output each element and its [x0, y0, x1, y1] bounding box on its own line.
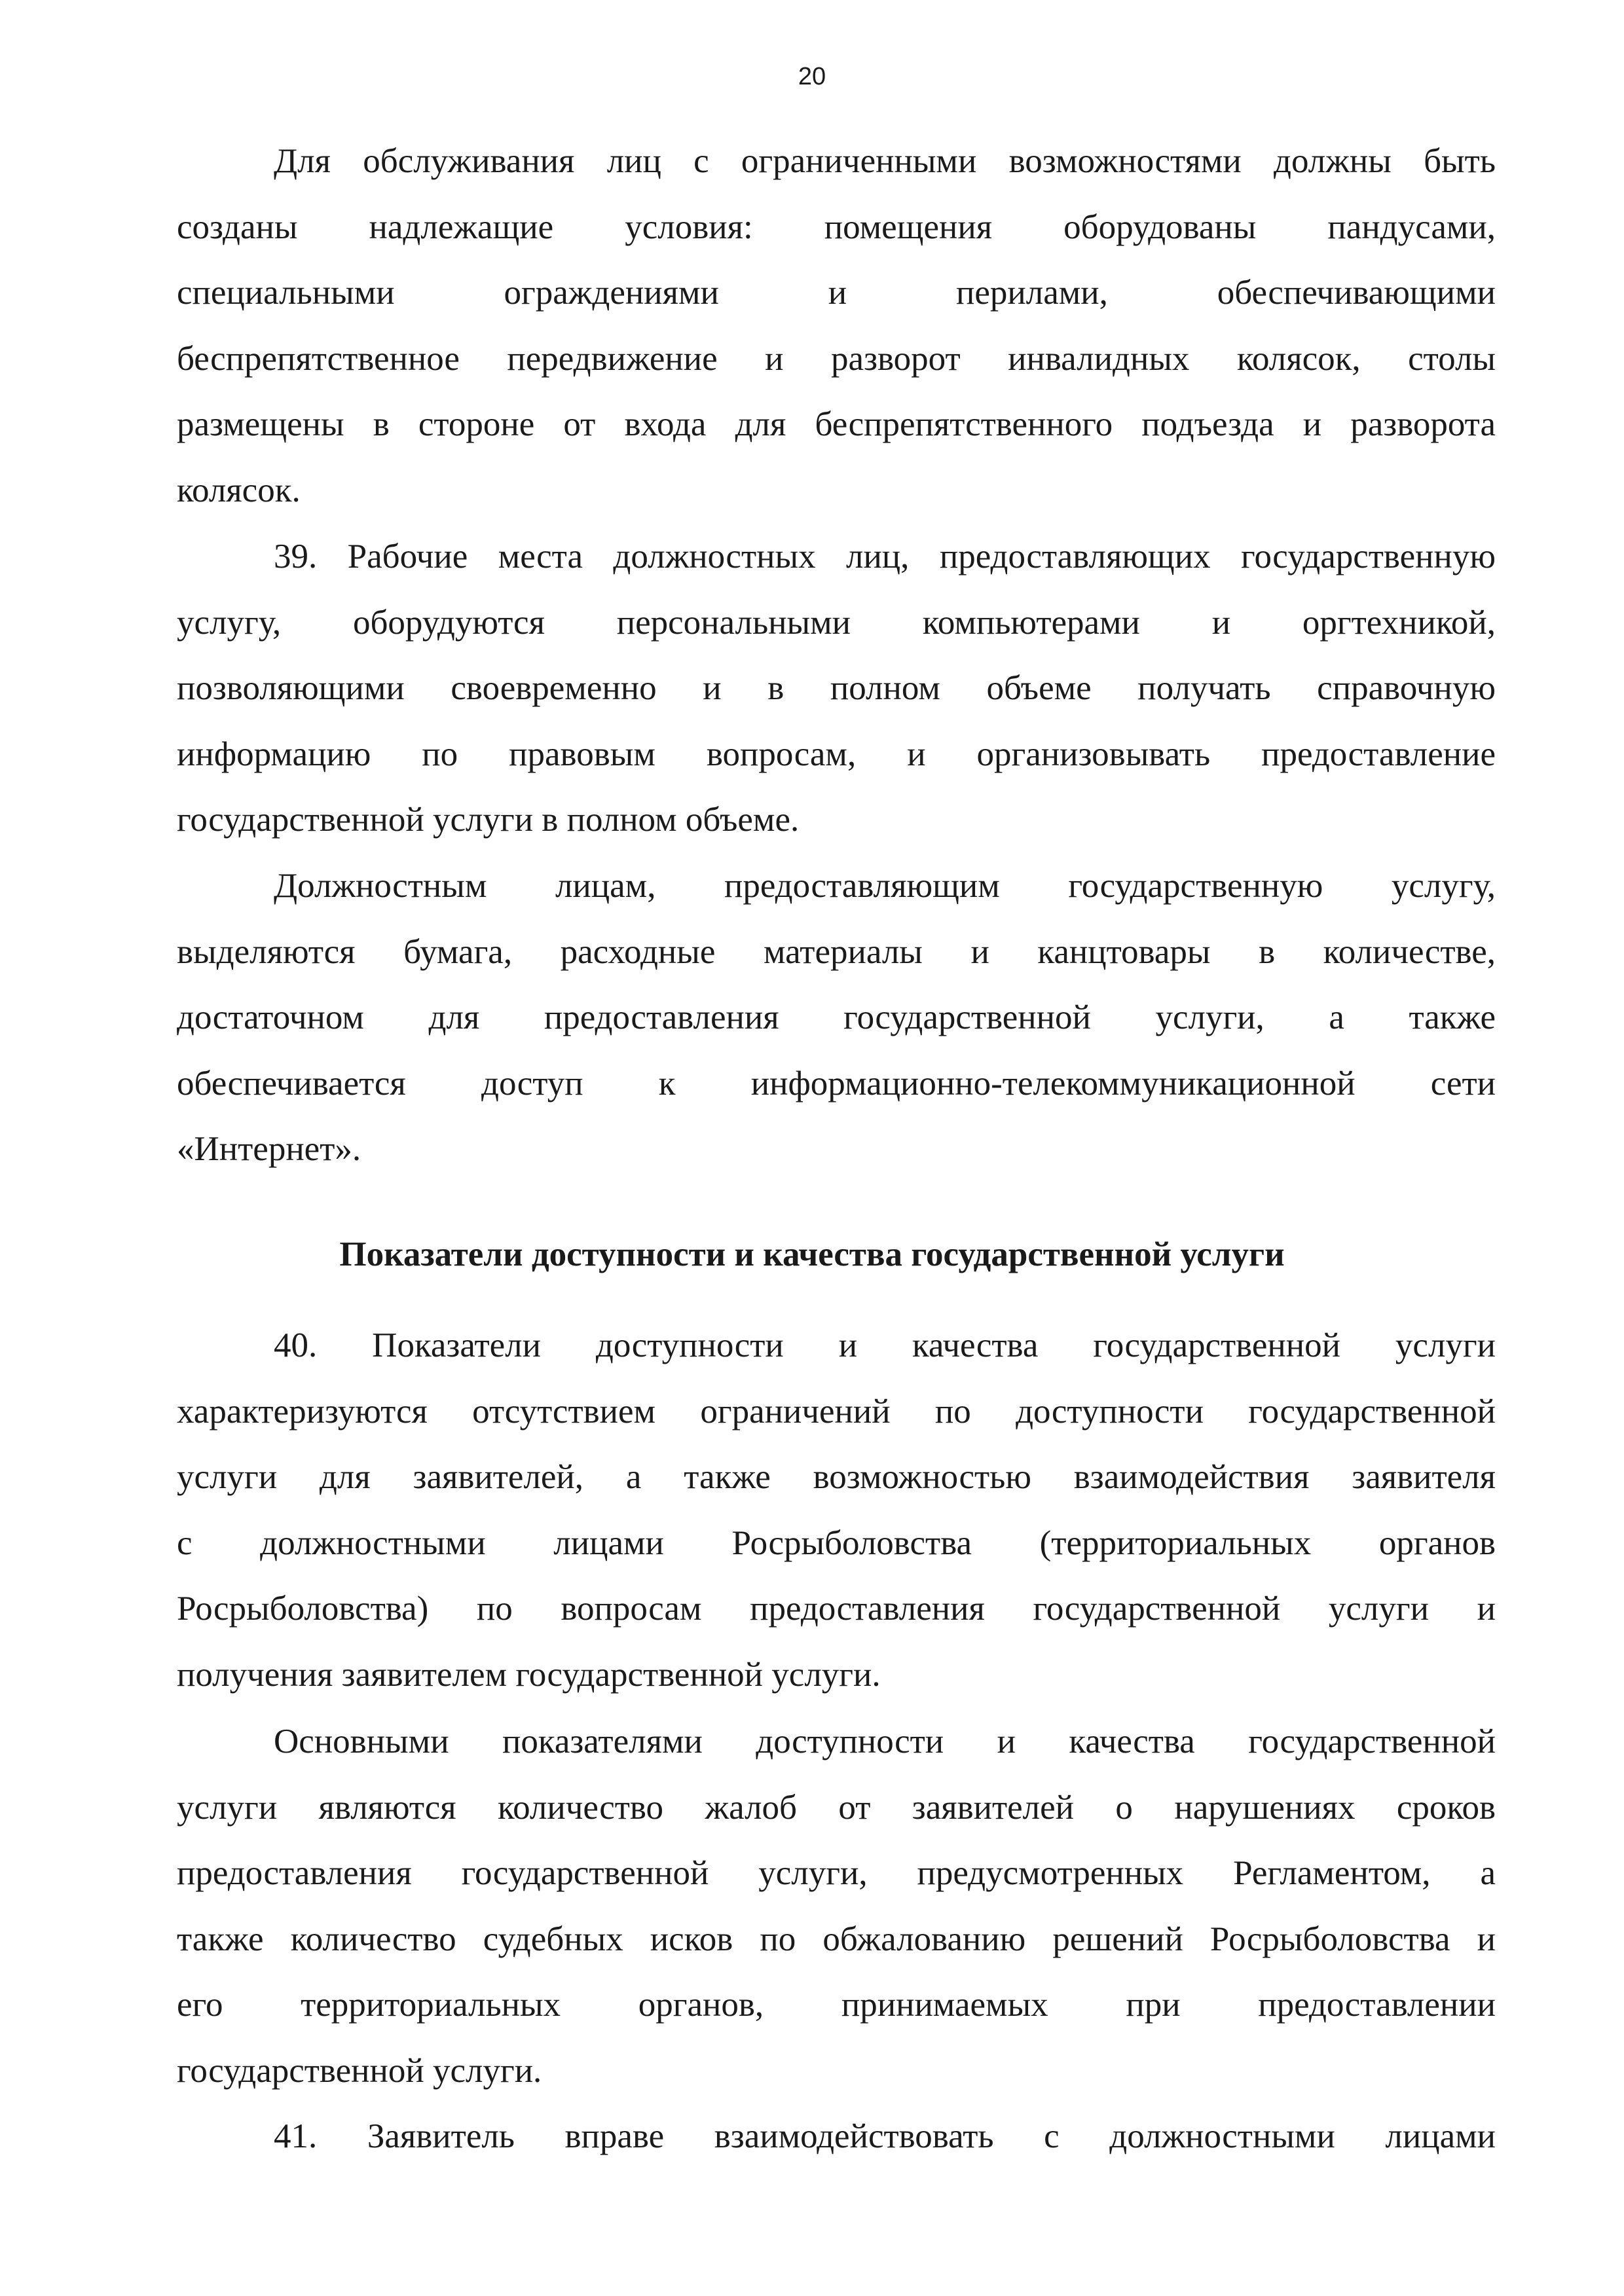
text-line: его территориальных органов, принимаемых при предоставлении	[177, 1986, 1496, 2024]
text-line: получения заявителем государственной услуги.	[177, 1655, 881, 1694]
text-line: услугу, оборудуются персональными компьютерами и оргтехникой,	[177, 603, 1496, 642]
section-heading: Показатели доступности и качества государственной услуги	[339, 1235, 1285, 1273]
paragraph-accessibility-conditions	[177, 128, 1496, 523]
text-line: также количество судебных исков по обжалованию решений Росрыболовства и	[177, 1920, 1496, 1958]
text-line: созданы надлежащие условия: помещения оборудованы пандусами,	[177, 208, 1496, 246]
paragraph-main-indicators	[177, 1709, 1496, 2104]
text-line: беспрепятственное передвижение и разворот инвалидных колясок, столы	[177, 339, 1496, 378]
text-line: колясок.	[177, 471, 301, 509]
text-line: 40. Показатели доступности и качества государственной услуги	[274, 1326, 1496, 1364]
paragraph-officials-supplies	[177, 853, 1496, 1182]
text-line: Основными показателями доступности и качества государственной	[274, 1722, 1496, 1760]
text-line: обеспечивается доступ к информационно-телекоммуникационной сети	[177, 1064, 1496, 1102]
paragraph-41	[177, 2104, 1496, 2170]
text-line: государственной услуги.	[177, 2051, 542, 2090]
text-line: Для обслуживания лиц с ограниченными возможностями должны быть	[274, 142, 1496, 180]
page-number: 20	[798, 63, 826, 90]
text-line: Должностным лицам, предоставляющим государственную услугу,	[274, 867, 1496, 905]
text-line: «Интернет».	[177, 1130, 361, 1168]
text-line: государственной услуги в полном объеме.	[177, 801, 800, 839]
text-line: услуги для заявителей, а также возможностью взаимодействия заявителя	[177, 1458, 1496, 1496]
text-line: информацию по правовым вопросам, и организовывать предоставление	[177, 735, 1496, 773]
text-line: 41. Заявитель вправе взаимодействовать с должностными лицами	[274, 2117, 1496, 2155]
paragraph-39	[177, 524, 1496, 853]
text-line: достаточном для предоставления государственной услуги, а также	[177, 998, 1496, 1036]
text-line: выделяются бумага, расходные материалы и канцтовары в количестве,	[177, 932, 1496, 971]
text-line: характеризуются отсутствием ограничений по доступности государственной	[177, 1392, 1496, 1430]
text-line: предоставления государственной услуги, предусмотренных Регламентом, а	[177, 1854, 1496, 1892]
paragraph-40	[177, 1313, 1496, 1707]
text-line: с должностными лицами Росрыболовства (территориальных органов	[177, 1523, 1496, 1562]
text-line: Росрыболовства) по вопросам предоставления государственной услуги и	[177, 1590, 1496, 1628]
text-line: размещены в стороне от входа для беспрепятственного подъезда и разворота	[177, 405, 1496, 443]
text-line: услуги являются количество жалоб от заявителей о нарушениях сроков	[177, 1788, 1496, 1827]
text-line: позволяющими своевременно и в полном объеме получать справочную	[177, 669, 1496, 707]
text-line: 39. Рабочие места должностных лиц, предоставляющих государственную	[274, 538, 1496, 575]
text-line: специальными ограждениями и перилами, обеспечивающими	[177, 274, 1496, 312]
